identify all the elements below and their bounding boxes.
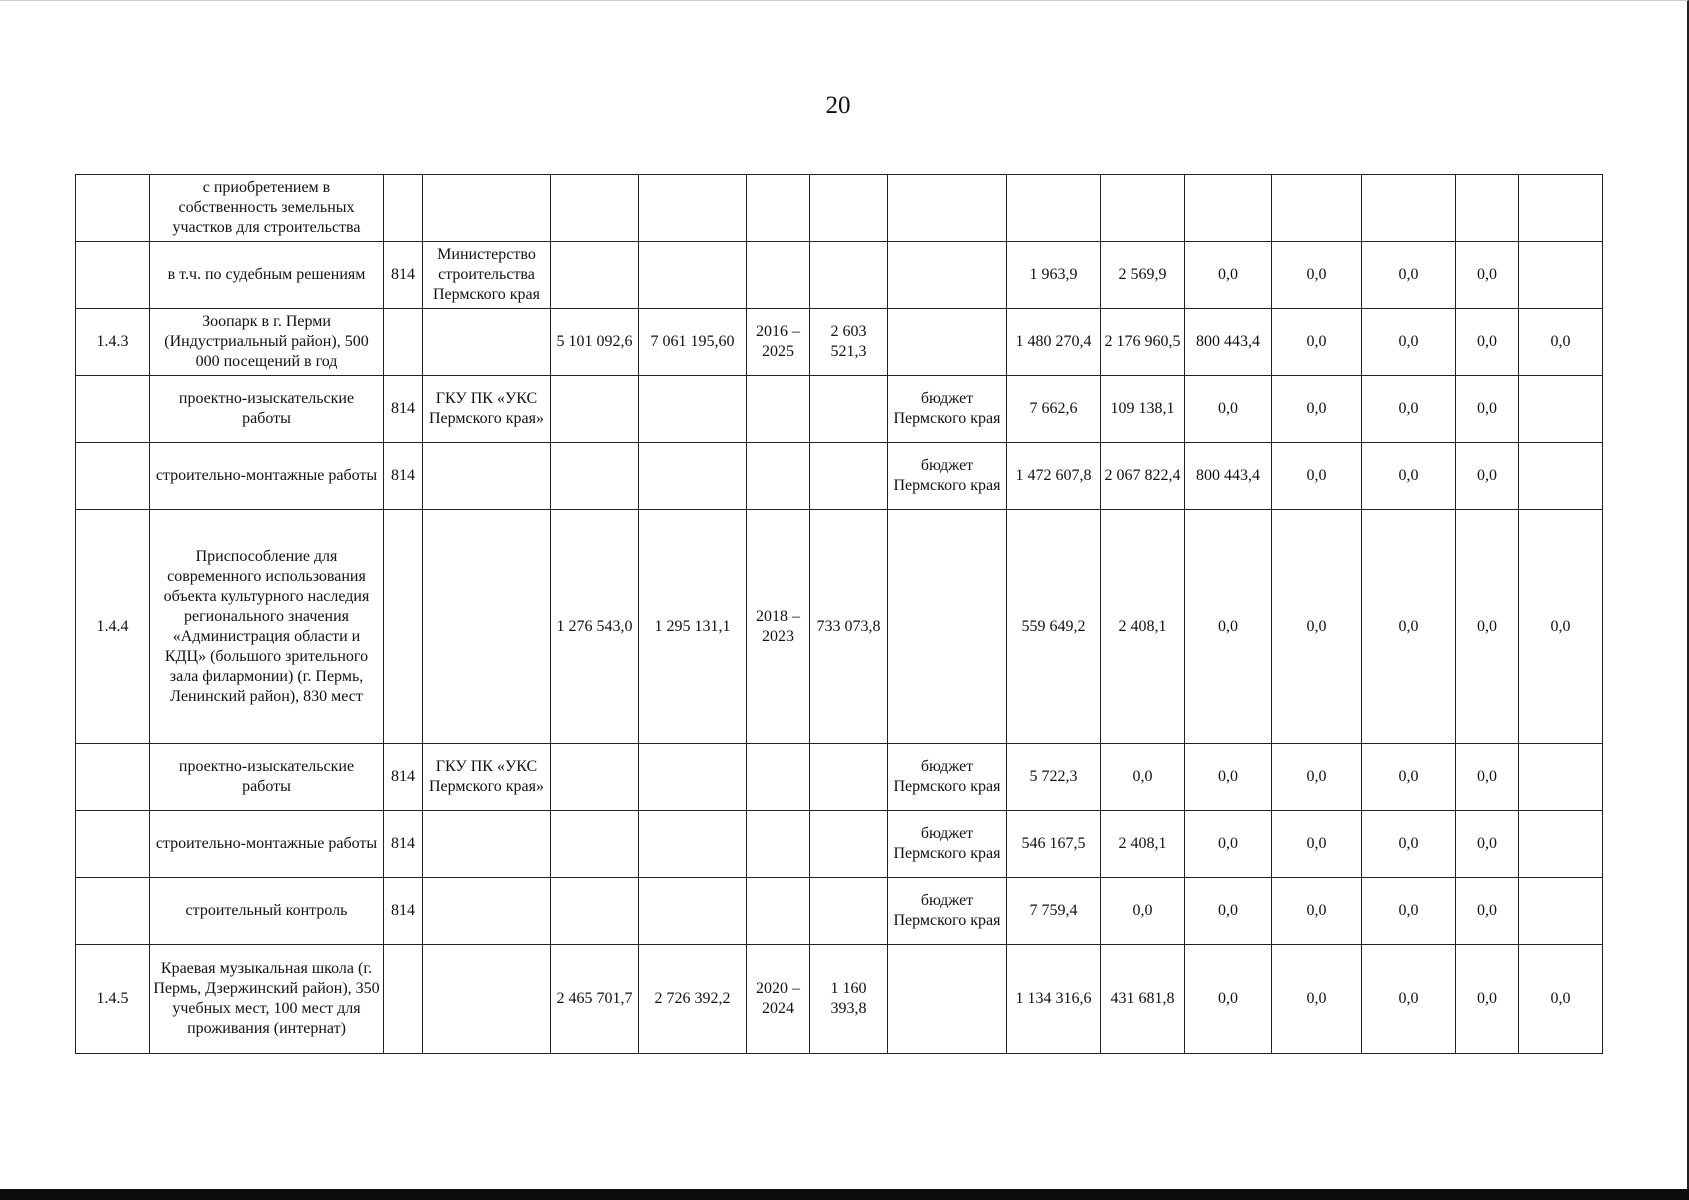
cell-c13: 0,0 xyxy=(1272,309,1362,376)
cell-c8 xyxy=(810,744,888,811)
cell-c14: 0,0 xyxy=(1362,443,1456,510)
cell-c7 xyxy=(747,175,810,242)
cell-c12: 0,0 xyxy=(1185,510,1272,744)
cell-code: 814 xyxy=(384,744,423,811)
cell-c12: 0,0 xyxy=(1185,878,1272,945)
cell-c9: бюджет Пермского края xyxy=(888,878,1007,945)
scan-bottom-band xyxy=(0,1189,1689,1200)
cell-name: Зоопарк в г. Перми (Индустриальный район), 500 000 посещений в год xyxy=(150,309,384,376)
cell-c15: 0,0 xyxy=(1456,242,1519,309)
cell-c16 xyxy=(1519,175,1603,242)
cell-no xyxy=(76,242,150,309)
cell-c9 xyxy=(888,945,1007,1054)
cell-c16 xyxy=(1519,443,1603,510)
cell-c12: 0,0 xyxy=(1185,242,1272,309)
cell-c11: 2 569,9 xyxy=(1101,242,1185,309)
cell-c13: 0,0 xyxy=(1272,878,1362,945)
cell-c10: 1 480 270,4 xyxy=(1007,309,1101,376)
cell-c15: 0,0 xyxy=(1456,510,1519,744)
cell-no xyxy=(76,443,150,510)
cell-c10: 5 722,3 xyxy=(1007,744,1101,811)
cell-c10 xyxy=(1007,175,1101,242)
cell-org xyxy=(423,811,551,878)
cell-c11: 431 681,8 xyxy=(1101,945,1185,1054)
cell-no xyxy=(76,744,150,811)
cell-c8 xyxy=(810,443,888,510)
cell-c5: 2 465 701,7 xyxy=(551,945,639,1054)
cell-c6 xyxy=(639,811,747,878)
table-row xyxy=(76,443,1603,510)
cell-c15 xyxy=(1456,175,1519,242)
cell-c11: 2 408,1 xyxy=(1101,811,1185,878)
cell-c14: 0,0 xyxy=(1362,242,1456,309)
cell-no: 1.4.4 xyxy=(76,510,150,744)
cell-code xyxy=(384,945,423,1054)
cell-c14: 0,0 xyxy=(1362,744,1456,811)
cell-c11: 0,0 xyxy=(1101,878,1185,945)
cell-org xyxy=(423,510,551,744)
cell-c14: 0,0 xyxy=(1362,878,1456,945)
cell-c6: 1 295 131,1 xyxy=(639,510,747,744)
cell-org xyxy=(423,309,551,376)
cell-code: 814 xyxy=(384,878,423,945)
cell-no xyxy=(76,175,150,242)
cell-c10: 7 759,4 xyxy=(1007,878,1101,945)
cell-c9 xyxy=(888,175,1007,242)
cell-c12: 800 443,4 xyxy=(1185,443,1272,510)
cell-org xyxy=(423,878,551,945)
cell-org xyxy=(423,945,551,1054)
cell-c8 xyxy=(810,878,888,945)
cell-c7 xyxy=(747,376,810,443)
cell-c7 xyxy=(747,878,810,945)
table-row xyxy=(76,175,1603,242)
cell-c8 xyxy=(810,175,888,242)
cell-org xyxy=(423,175,551,242)
cell-c5 xyxy=(551,175,639,242)
cell-c14: 0,0 xyxy=(1362,510,1456,744)
cell-c7 xyxy=(747,744,810,811)
table-row xyxy=(76,309,1603,376)
cell-c11: 2 067 822,4 xyxy=(1101,443,1185,510)
cell-c5 xyxy=(551,376,639,443)
cell-c6: 2 726 392,2 xyxy=(639,945,747,1054)
cell-c10: 7 662,6 xyxy=(1007,376,1101,443)
cell-no: 1.4.3 xyxy=(76,309,150,376)
cell-c12: 0,0 xyxy=(1185,744,1272,811)
cell-c6 xyxy=(639,376,747,443)
cell-c12: 0,0 xyxy=(1185,945,1272,1054)
cell-c13: 0,0 xyxy=(1272,811,1362,878)
cell-c13: 0,0 xyxy=(1272,242,1362,309)
cell-c15: 0,0 xyxy=(1456,443,1519,510)
cell-c13: 0,0 xyxy=(1272,744,1362,811)
cell-c15: 0,0 xyxy=(1456,945,1519,1054)
cell-org xyxy=(423,443,551,510)
cell-c15: 0,0 xyxy=(1456,811,1519,878)
cell-code: 814 xyxy=(384,242,423,309)
table-row xyxy=(76,945,1603,1054)
cell-code xyxy=(384,309,423,376)
cell-c8: 2 603 521,3 xyxy=(810,309,888,376)
cell-c7: 2018 – 2023 xyxy=(747,510,810,744)
cell-name: проектно-изыскательские работы xyxy=(150,744,384,811)
cell-c13: 0,0 xyxy=(1272,510,1362,744)
table-row xyxy=(76,878,1603,945)
cell-c16 xyxy=(1519,744,1603,811)
cell-c15: 0,0 xyxy=(1456,309,1519,376)
table-row xyxy=(76,510,1603,744)
cell-c10: 1 963,9 xyxy=(1007,242,1101,309)
cell-c15: 0,0 xyxy=(1456,878,1519,945)
cell-c16: 0,0 xyxy=(1519,510,1603,744)
cell-c7: 2020 – 2024 xyxy=(747,945,810,1054)
cell-c9: бюджет Пермского края xyxy=(888,811,1007,878)
cell-c9: бюджет Пермского края xyxy=(888,376,1007,443)
cell-c14 xyxy=(1362,175,1456,242)
cell-name: строительно-монтажные работы xyxy=(150,443,384,510)
cell-c8 xyxy=(810,376,888,443)
cell-code: 814 xyxy=(384,811,423,878)
cell-name: строительный контроль xyxy=(150,878,384,945)
table-body xyxy=(76,175,1603,1054)
cell-c16: 0,0 xyxy=(1519,945,1603,1054)
cell-c7 xyxy=(747,811,810,878)
cell-c11: 109 138,1 xyxy=(1101,376,1185,443)
cell-code xyxy=(384,175,423,242)
cell-c8: 733 073,8 xyxy=(810,510,888,744)
cell-c13 xyxy=(1272,175,1362,242)
cell-c6 xyxy=(639,242,747,309)
cell-c5: 5 101 092,6 xyxy=(551,309,639,376)
cell-c11 xyxy=(1101,175,1185,242)
cell-c9 xyxy=(888,309,1007,376)
cell-c7 xyxy=(747,242,810,309)
cell-c10: 1 472 607,8 xyxy=(1007,443,1101,510)
cell-c6 xyxy=(639,175,747,242)
cell-c6 xyxy=(639,878,747,945)
cell-c8: 1 160 393,8 xyxy=(810,945,888,1054)
cell-c15: 0,0 xyxy=(1456,744,1519,811)
cell-c16 xyxy=(1519,811,1603,878)
cell-c12: 0,0 xyxy=(1185,376,1272,443)
cell-name: строительно-монтажные работы xyxy=(150,811,384,878)
cell-c6 xyxy=(639,744,747,811)
program-table xyxy=(75,174,1603,1054)
cell-code: 814 xyxy=(384,376,423,443)
cell-c8 xyxy=(810,242,888,309)
table-row xyxy=(76,744,1603,811)
cell-c5 xyxy=(551,878,639,945)
cell-c12: 0,0 xyxy=(1185,811,1272,878)
cell-c11: 0,0 xyxy=(1101,744,1185,811)
cell-c5 xyxy=(551,744,639,811)
cell-c16: 0,0 xyxy=(1519,309,1603,376)
cell-c13: 0,0 xyxy=(1272,376,1362,443)
cell-c7: 2016 – 2025 xyxy=(747,309,810,376)
cell-c9 xyxy=(888,510,1007,744)
cell-c16 xyxy=(1519,242,1603,309)
cell-c11: 2 408,1 xyxy=(1101,510,1185,744)
table-row xyxy=(76,242,1603,309)
cell-c10: 559 649,2 xyxy=(1007,510,1101,744)
cell-c6: 7 061 195,60 xyxy=(639,309,747,376)
cell-name: Краевая музыкальная школа (г. Пермь, Дзержинский район), 350 учебных мест, 100 мест для проживания (интернат) xyxy=(150,945,384,1054)
cell-no xyxy=(76,878,150,945)
page-number: 20 xyxy=(825,92,851,119)
cell-c5: 1 276 543,0 xyxy=(551,510,639,744)
cell-c7 xyxy=(747,443,810,510)
cell-c15: 0,0 xyxy=(1456,376,1519,443)
cell-code xyxy=(384,510,423,744)
cell-c14: 0,0 xyxy=(1362,309,1456,376)
cell-c16 xyxy=(1519,878,1603,945)
cell-c14: 0,0 xyxy=(1362,945,1456,1054)
cell-c8 xyxy=(810,811,888,878)
cell-code: 814 xyxy=(384,443,423,510)
cell-org: Министерство строительства Пермского края xyxy=(423,242,551,309)
cell-c6 xyxy=(639,443,747,510)
cell-name: Приспособление для современного использования объекта культурного наследия регионального значения «Администрация области и КДЦ» (большого зрительного зала филармонии) (г. Пермь, Ленинский район), 830 мест xyxy=(150,510,384,744)
cell-c9: бюджет Пермского края xyxy=(888,744,1007,811)
table-row xyxy=(76,376,1603,443)
table-row xyxy=(76,811,1603,878)
cell-org: ГКУ ПК «УКС Пермского края» xyxy=(423,376,551,443)
cell-no xyxy=(76,811,150,878)
cell-name: с приобретением в собственность земельных участков для строительства xyxy=(150,175,384,242)
cell-c5 xyxy=(551,242,639,309)
cell-c5 xyxy=(551,443,639,510)
cell-c12: 800 443,4 xyxy=(1185,309,1272,376)
cell-c12 xyxy=(1185,175,1272,242)
cell-c9 xyxy=(888,242,1007,309)
cell-c13: 0,0 xyxy=(1272,443,1362,510)
cell-c10: 546 167,5 xyxy=(1007,811,1101,878)
cell-name: в т.ч. по судебным решениям xyxy=(150,242,384,309)
cell-c5 xyxy=(551,811,639,878)
cell-c14: 0,0 xyxy=(1362,811,1456,878)
cell-c9: бюджет Пермского края xyxy=(888,443,1007,510)
cell-c14: 0,0 xyxy=(1362,376,1456,443)
cell-name: проектно-изыскательские работы xyxy=(150,376,384,443)
cell-no xyxy=(76,376,150,443)
cell-c16 xyxy=(1519,376,1603,443)
cell-c10: 1 134 316,6 xyxy=(1007,945,1101,1054)
cell-org: ГКУ ПК «УКС Пермского края» xyxy=(423,744,551,811)
cell-c13: 0,0 xyxy=(1272,945,1362,1054)
cell-c11: 2 176 960,5 xyxy=(1101,309,1185,376)
cell-no: 1.4.5 xyxy=(76,945,150,1054)
